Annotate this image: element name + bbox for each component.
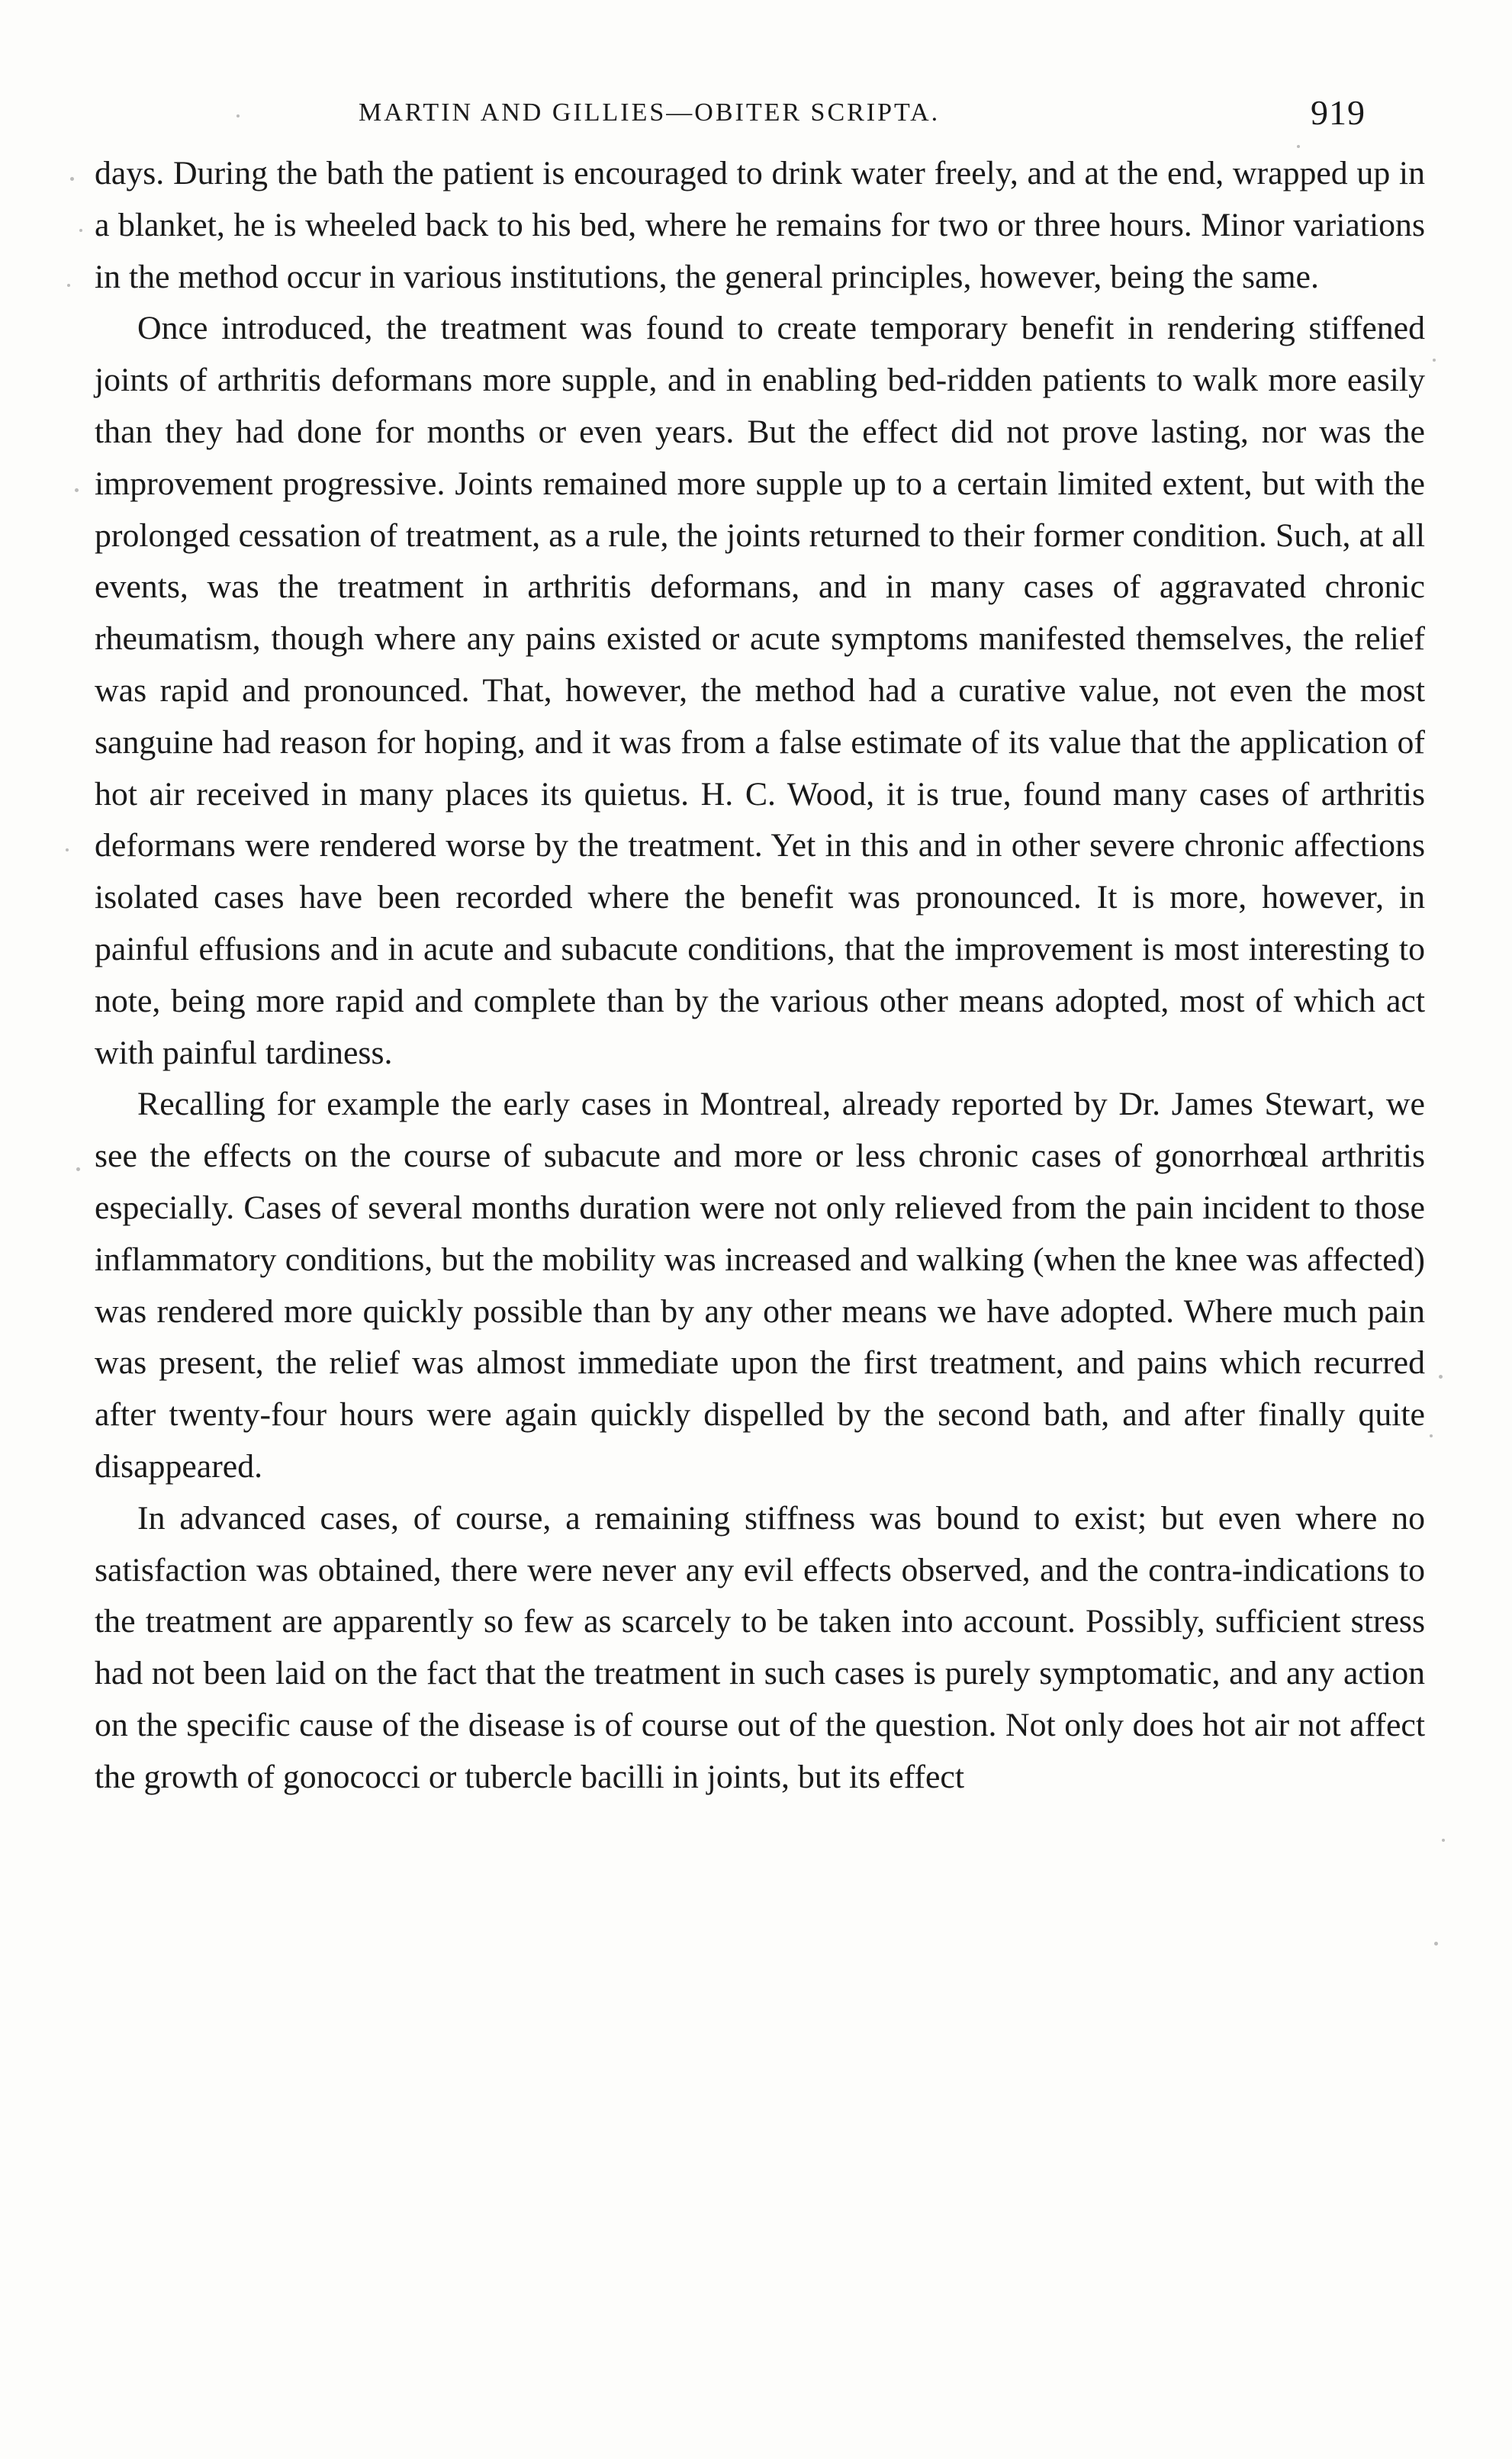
- scan-speckle: [76, 1167, 80, 1171]
- paragraph-1: days. During the bath the patient is encouraged to drink water freely, and at the end, wrapped up in a blanket, he is wheeled back to his bed, where he remains for two or three hours. Minor variations in the method occur in various institutions, the general principles, however, being the same.: [95, 155, 1425, 295]
- scan-speckle: [236, 114, 240, 117]
- scan-speckle: [1442, 1839, 1445, 1842]
- scan-speckle: [67, 284, 70, 287]
- scan-speckle: [79, 229, 82, 232]
- running-head: [359, 90, 1366, 136]
- scan-speckle: [1439, 1375, 1443, 1379]
- scan-speckle: [1434, 1942, 1438, 1946]
- scan-speckle: [1297, 145, 1300, 148]
- scan-speckle: [66, 848, 69, 851]
- scan-speckle: [1433, 359, 1436, 362]
- paragraph-2: Once introduced, the treatment was found to create temporary benefit in rendering stiffened joints of arthritis deformans more supple, and in enabling bed-ridden patients to walk more easily than they had done for months or even years. But the effect did not prove lasting, nor was the improvement progressive. Joints remained more supple up to a certain limited extent, but with the prolonged cessation of treatment, as a rule, the joints returned to their former condition. Such, at all events, was the treatment in arthritis deformans, and in many cases of aggravated chronic rheumatism, though where any pains existed or acute symptoms manifested themselves, the relief was rapid and pronounced. That, however, the method had a curative value, not even the most sanguine had reason for hoping, and it was from a false estimate of its value that the application of hot air received in many places its quietus. H. C. Wood, it is true, found many cases of arthritis deformans were rendered worse by the treatment. Yet in this and in other severe chronic affections isolated cases have been recorded where the benefit was pronounced. It is more, however, in painful effusions and in acute and subacute conditions, that the improvement is most interesting to note, being more rapid and complete than by the various other means adopted, most of which act with painful tardiness.: [95, 310, 1425, 1071]
- body-text: [95, 148, 1425, 1804]
- scan-speckle: [75, 488, 79, 492]
- running-title: MARTIN AND GILLIES—OBITER SCRIPTA.: [359, 98, 941, 127]
- paragraph-3: Recalling for example the early cases in Montreal, already reported by Dr. James Stewart, we see the effects on the course of subacute and more or less chronic cases of gonorrhœal arthritis especially. Cases of several months duration were not only relieved from the pain incident to those inflammatory conditions, but the mobility was increased and walking (when the knee was affected) was rendered more quickly possible than by any other means we have adopted. Where much pain was present, the relief was almost immediate upon the first treatment, and pains which recurred after twenty-four hours were again quickly dispelled by the second bath, and after finally quite disappeared.: [95, 1086, 1425, 1485]
- scan-speckle: [70, 177, 74, 181]
- page-number: 919: [1311, 93, 1366, 132]
- scan-speckle: [1430, 1434, 1433, 1437]
- paragraph-4: In advanced cases, of course, a remaining stiffness was bound to exist; but even where no satisfaction was obtained, there were never any evil effects observed, and the contra-indications to the treatment are apparently so few as scarcely to be taken into account. Possibly, sufficient stress had not been laid on the fact that the treatment in such cases is purely symptomatic, and any action on the specific cause of the disease is of course out of the question. Not only does hot air not affect the growth of gonococci or tubercle bacilli in joints, but its effect: [95, 1499, 1425, 1795]
